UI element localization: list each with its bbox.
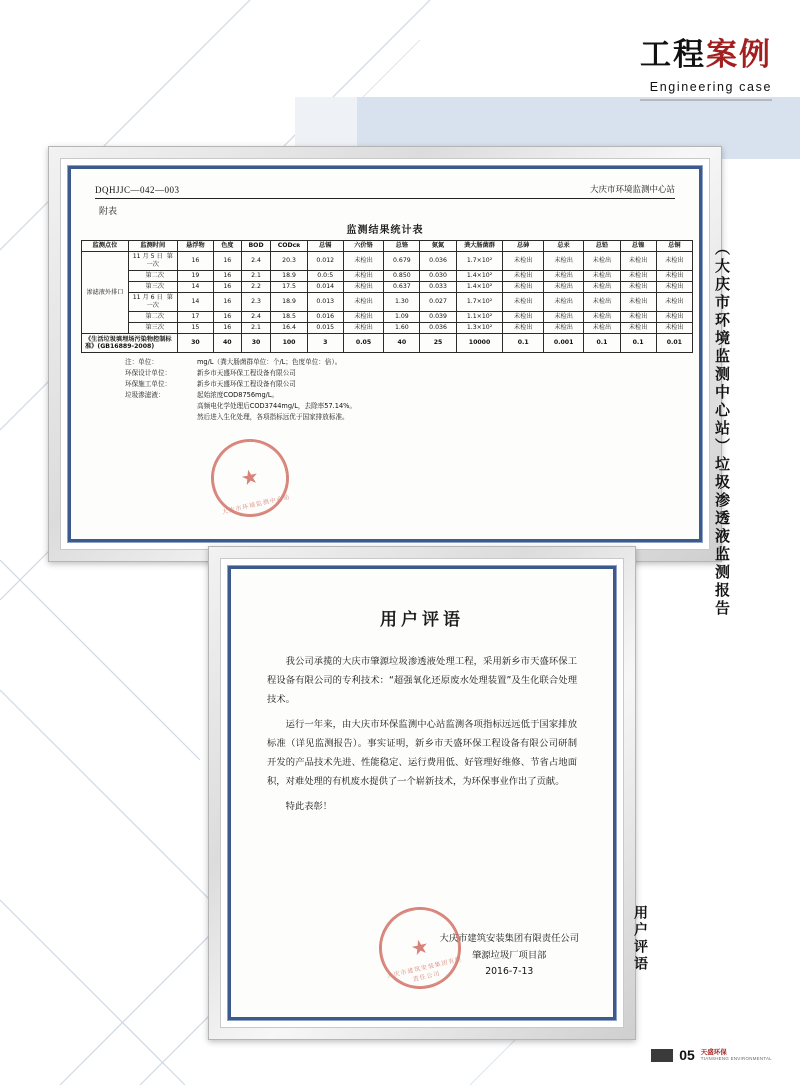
cell-value: 17.5: [271, 282, 307, 293]
cell-standard-value: 0.1: [503, 334, 543, 353]
cell-value: 未检出: [543, 282, 583, 293]
cell-value: 16: [213, 323, 241, 334]
cell-value: 未检出: [620, 323, 656, 334]
cell-value: 未检出: [503, 282, 543, 293]
cell-value: 未检出: [543, 293, 583, 312]
official-stamp-icon: [203, 431, 297, 525]
cell-value: 0.015: [307, 323, 343, 334]
cell-standard-value: 0.1: [584, 334, 620, 353]
th-cr: 总铬: [384, 241, 420, 252]
note-text: mg/L（粪大肠菌群单位：个/L；色度单位：倍）。: [197, 358, 342, 367]
cell-point-label: 渗滤液外排口: [82, 252, 129, 334]
row-seq: 第三次: [145, 283, 165, 291]
report-attachment-label: 附表: [99, 206, 118, 216]
stamp-text: 大庆市环境监测中心站: [221, 493, 292, 517]
comment-paper: [228, 566, 616, 1020]
user-comment-certificate: [208, 546, 636, 1040]
footer-brand: [701, 1049, 772, 1062]
cell-value: 18.5: [271, 312, 307, 323]
cell-value: 1.3×10²: [456, 323, 503, 334]
brand-name-en: TIANSHENG ENVIRONMENTAL: [700, 1056, 772, 1062]
cell-value: 未检出: [503, 293, 543, 312]
cell-standard-value: 0.01: [656, 334, 692, 353]
report-header: [81, 179, 689, 195]
cell-value: 0.039: [420, 312, 456, 323]
cell-value: 未检出: [584, 293, 620, 312]
note-line: [197, 412, 689, 423]
cell-value: 未检出: [620, 293, 656, 312]
th-cd: 总镉: [307, 241, 343, 252]
cell-value: 未检出: [656, 312, 692, 323]
cell-value: 未检出: [503, 312, 543, 323]
row-date: 11 月 6 日: [132, 294, 163, 302]
comment-side-caption: 用户评语: [632, 905, 648, 973]
cell-value: 1.4×10²: [456, 271, 503, 282]
th-ss: 悬浮物: [177, 241, 213, 252]
row-seq: 第三次: [145, 324, 165, 332]
th-nh3n: 氨氮: [420, 241, 456, 252]
row-seq: 第二次: [145, 272, 165, 280]
report-side-caption: （大庆市环境监测中心站）垃圾渗透液监测报告: [713, 240, 731, 618]
note-text: 新乡市天盛环保工程设备有限公司: [197, 380, 296, 388]
table-header-row: [82, 241, 693, 252]
cell-value: 0.012: [307, 252, 343, 271]
cell-value: 未检出: [543, 271, 583, 282]
cell-value: 1.30: [384, 293, 420, 312]
cell-value: 未检出: [343, 252, 383, 271]
cell-value: 0.033: [420, 282, 456, 293]
comment-title: 用户评语: [380, 610, 464, 630]
row-seq: 第一次: [146, 294, 173, 310]
th-ni: 总镍: [620, 241, 656, 252]
page-number: 05: [679, 1047, 695, 1063]
report-table-title: 监测结果统计表: [346, 225, 424, 236]
table-row: [82, 282, 693, 293]
cell-standard-value: 3: [307, 334, 343, 353]
row-seq: 第二次: [145, 313, 165, 321]
comment-paragraph: 特此表彰！: [285, 801, 333, 813]
stamp-text: 大庆市建筑安装集团有限责任公司: [386, 955, 463, 984]
cell-value: 2.4: [241, 252, 271, 271]
cell-value: 0.637: [384, 282, 420, 293]
cell-value: 16.4: [271, 323, 307, 334]
table-row: [82, 312, 693, 323]
table-row: [82, 293, 693, 312]
cell-value: 2.4: [241, 312, 271, 323]
cell-value: 未检出: [503, 323, 543, 334]
cell-time: [128, 312, 177, 323]
th-pb: 总铅: [584, 241, 620, 252]
cell-value: 未检出: [656, 293, 692, 312]
signature-company: 大庆市建筑安装集团有限责任公司: [439, 932, 579, 944]
cell-value: 未检出: [543, 323, 583, 334]
cell-value: 0.850: [384, 271, 420, 282]
cell-value: 未检出: [503, 271, 543, 282]
note-text: 起始浓度COD8756mg/L。: [197, 390, 279, 399]
note-line: [125, 368, 689, 379]
signature-date: 2016-7-13: [485, 966, 534, 978]
cell-value: 16: [213, 271, 241, 282]
star-icon: ★: [408, 935, 432, 961]
cell-value: 16: [213, 282, 241, 293]
header-rule: [640, 99, 772, 101]
note-line: [125, 390, 689, 401]
cell-value: 未检出: [584, 312, 620, 323]
report-organization: 大庆市环境监测中心站: [589, 185, 675, 195]
page-header: [640, 37, 772, 101]
th-color: 色度: [213, 241, 241, 252]
cell-standard-label: 《生活垃圾填埋场污染物控制标准》(GB16889-2008): [82, 334, 178, 353]
cell-time: [128, 323, 177, 334]
cell-value: 15: [177, 323, 213, 334]
th-point: 监测点位: [82, 241, 129, 252]
cell-value: 未检出: [343, 323, 383, 334]
company-stamp-icon: [371, 899, 469, 997]
cell-value: 未检出: [620, 312, 656, 323]
cell-value: 0.013: [307, 293, 343, 312]
table-row: [82, 271, 693, 282]
cell-value: 未检出: [656, 323, 692, 334]
cell-value: 未检出: [656, 271, 692, 282]
cell-value: 0.0:5: [307, 271, 343, 282]
note-text: 新乡市天盛环保工程设备有限公司: [197, 369, 296, 378]
cell-time: [128, 271, 177, 282]
footer-bar: [651, 1049, 673, 1062]
report-paper: [68, 166, 702, 542]
cell-value: 未检出: [343, 312, 383, 323]
cell-standard-value: 0.1: [620, 334, 656, 353]
note-line: [125, 357, 689, 368]
cell-value: 0.036: [420, 252, 456, 271]
cell-value: 未检出: [584, 282, 620, 293]
cell-value: 1.7×10²: [456, 252, 503, 271]
comment-frame-inner: [220, 558, 624, 1028]
cell-value: 0.014: [307, 282, 343, 293]
signature-department: 肇源垃圾厂项目部: [472, 949, 547, 961]
comment-paragraph: 我公司承揽的大庆市肇源垃圾渗透液处理工程，采用新乡市天盛环保工程设备有限公司的专利技术：“超强氧化还原废水处理装置”及生化联合处理技术。: [267, 656, 577, 706]
cell-value: 未检出: [620, 271, 656, 282]
cell-standard-value: 40: [213, 334, 241, 353]
cell-value: 未检出: [620, 252, 656, 271]
cell-standard-value: 30: [177, 334, 213, 353]
cell-value: 2.1: [241, 271, 271, 282]
cell-value: 2.1: [241, 323, 271, 334]
table-body: [82, 252, 693, 353]
cell-value: 0.036: [420, 323, 456, 334]
cell-standard-value: 10000: [456, 334, 503, 353]
comment-body: [267, 652, 577, 816]
cell-value: 17: [177, 312, 213, 323]
cell-value: 16: [177, 252, 213, 271]
note-line: [125, 379, 689, 390]
cell-value: 18.9: [271, 293, 307, 312]
note-line: [197, 401, 689, 412]
cell-value: 16: [213, 293, 241, 312]
cell-value: 16: [213, 312, 241, 323]
star-icon: ★: [238, 465, 262, 491]
cell-value: 1.7×10²: [456, 293, 503, 312]
th-coliform: 粪大肠菌群: [456, 241, 503, 252]
cell-value: 未检出: [543, 252, 583, 271]
note-label: 环保施工单位：: [125, 380, 172, 388]
page-footer: [651, 1047, 772, 1063]
cell-time: [128, 252, 177, 271]
cell-value: 未检出: [620, 282, 656, 293]
cell-value: 1.4×10²: [456, 282, 503, 293]
cell-standard-value: 30: [241, 334, 271, 353]
cell-standard-value: 0.05: [343, 334, 383, 353]
page-title: [640, 37, 772, 73]
cell-value: 18.9: [271, 271, 307, 282]
cell-value: 0.016: [307, 312, 343, 323]
th-cu: 总铜: [656, 241, 692, 252]
page-title-en: Engineering case: [649, 80, 772, 94]
cell-time: [128, 293, 177, 312]
note-text: 高频电化学处理后COD3744mg/L，去除率57.14%。: [197, 401, 357, 410]
monitoring-report-certificate: [48, 146, 722, 562]
th-as: 总砷: [503, 241, 543, 252]
table-row: [82, 323, 693, 334]
cell-value: 0.679: [384, 252, 420, 271]
cell-value: 0.030: [420, 271, 456, 282]
th-bod: BOD: [241, 241, 271, 252]
cell-value: 未检出: [343, 282, 383, 293]
report-notes: [125, 357, 689, 422]
cell-standard-value: 0.001: [543, 334, 583, 353]
th-hg: 总汞: [543, 241, 583, 252]
cell-value: 未检出: [503, 252, 543, 271]
cell-value: 未检出: [343, 271, 383, 282]
note-label: 环保设计单位：: [125, 369, 172, 378]
cell-value: 未检出: [656, 282, 692, 293]
cell-value: 14: [177, 293, 213, 312]
brand-name-cn: 天盛环保: [700, 1047, 727, 1056]
th-cr6: 六价铬: [343, 241, 383, 252]
table-row: [82, 252, 693, 271]
cell-standard-value: 25: [420, 334, 456, 353]
row-date: 11 月 5 日: [132, 253, 163, 261]
cell-value: 1.60: [384, 323, 420, 334]
note-text: 然后进入生化处理，各项指标远优于国家排放标准。: [197, 412, 349, 421]
row-seq: 第一次: [146, 253, 173, 269]
cell-value: 20.3: [271, 252, 307, 271]
note-label: 垃圾渗滤液：: [125, 390, 165, 399]
cell-value: 19: [177, 271, 213, 282]
page-title-cn-right: 案例: [706, 37, 772, 73]
cell-value: 未检出: [343, 293, 383, 312]
th-time: 监测时间: [128, 241, 177, 252]
cell-value: 14: [177, 282, 213, 293]
cell-value: 未检出: [656, 252, 692, 271]
report-code: DQHJJC—042—003: [95, 185, 180, 195]
page-title-cn-left: 工程: [640, 37, 706, 73]
cell-standard-value: 100: [271, 334, 307, 353]
cell-value: 2.3: [241, 293, 271, 312]
cell-value: 未检出: [584, 271, 620, 282]
monitoring-results-table: [81, 240, 693, 353]
note-label: 注：单位：: [125, 358, 158, 367]
cell-time: [128, 282, 177, 293]
cell-value: 16: [213, 252, 241, 271]
cell-value: 未检出: [584, 252, 620, 271]
cell-value: 2.2: [241, 282, 271, 293]
th-cod: CODᴄʀ: [271, 241, 307, 252]
cell-value: 未检出: [543, 312, 583, 323]
comment-paragraph: 运行一年来，由大庆市环保监测中心站监测各项指标远远低于国家排放标准（详见监测报告）。事实证明，新乡市天盛环保工程设备有限公司研制开发的产品技术先进、性能稳定、运行费用低、好管理好维修、节省占地面积，对难处理的有机废水提供了一个崭新技术，为环保事业作出了贡献。: [267, 719, 577, 788]
cell-value: 1.09: [384, 312, 420, 323]
cell-value: 1.1×10²: [456, 312, 503, 323]
cell-value: 0.027: [420, 293, 456, 312]
cell-value: 未检出: [584, 323, 620, 334]
report-frame-inner: [60, 158, 710, 550]
cell-standard-value: 40: [384, 334, 420, 353]
table-row-standard: [82, 334, 693, 353]
